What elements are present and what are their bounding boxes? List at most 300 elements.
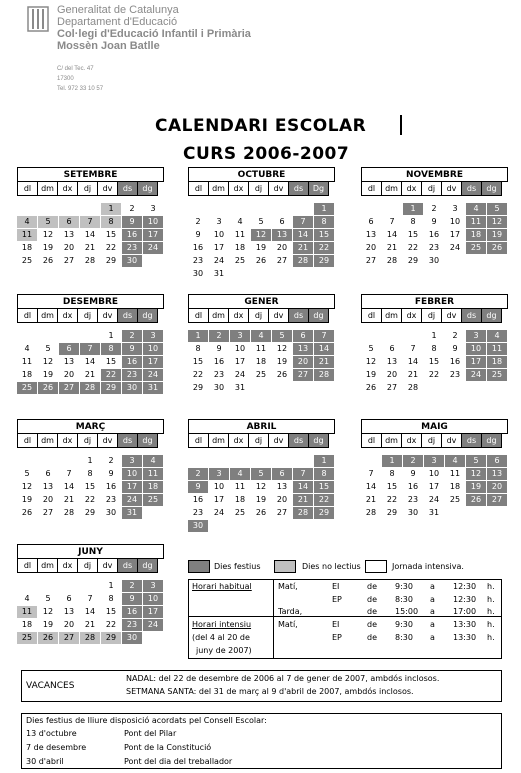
day-cell: 21 bbox=[63, 495, 75, 504]
day-cell: 14 bbox=[293, 481, 313, 493]
lliure-desc-2: Pont de la Constitució bbox=[124, 743, 212, 752]
day-cell: 12 bbox=[42, 230, 54, 239]
day-cell: 7 bbox=[293, 216, 313, 228]
day-cell: 18 bbox=[21, 370, 33, 379]
weekday-label: dx bbox=[228, 181, 249, 196]
weekday-header bbox=[17, 558, 164, 573]
weekday-label: ds bbox=[461, 181, 482, 196]
day-cell: 4 bbox=[24, 344, 30, 353]
horari-intensiu-note1: (del 4 al 20 de bbox=[192, 633, 250, 642]
day-cell: 4 bbox=[24, 594, 30, 603]
day-cell: 12 bbox=[276, 344, 288, 353]
day-cell: 30 bbox=[122, 632, 142, 644]
weekday-label: dv bbox=[97, 181, 118, 196]
day-cell: 27 bbox=[293, 369, 313, 381]
day-cell: 22 bbox=[105, 243, 117, 252]
day-cell: 21 bbox=[386, 243, 398, 252]
weekday-label: dx bbox=[228, 308, 249, 323]
header-department: Departament d'Educació bbox=[57, 16, 178, 28]
day-cell: 19 bbox=[487, 229, 507, 241]
schedule-group: EP bbox=[332, 633, 342, 642]
day-cell: 1 bbox=[314, 455, 334, 467]
weekday-header bbox=[188, 308, 335, 323]
day-cell: 30 bbox=[122, 382, 142, 394]
day-cell: 27 bbox=[365, 256, 377, 265]
day-cell: 23 bbox=[192, 508, 204, 517]
weekday-label: dg bbox=[137, 433, 158, 448]
weekday-label: dl bbox=[188, 433, 209, 448]
weekday-label: dm bbox=[381, 308, 402, 323]
day-cell: 1 bbox=[108, 581, 114, 590]
day-cell: 11 bbox=[234, 482, 246, 491]
day-cell: 13 bbox=[365, 230, 377, 239]
day-cell: 9 bbox=[410, 469, 416, 478]
day-cell: 2 bbox=[122, 580, 142, 592]
day-cell: 30 bbox=[192, 269, 204, 278]
schedule-from: 15:00 bbox=[395, 607, 419, 616]
month-10 bbox=[17, 544, 164, 642]
day-cell: 24 bbox=[143, 369, 163, 381]
weekday-label: dv bbox=[441, 181, 462, 196]
day-cell: 22 bbox=[314, 242, 334, 254]
schedule-de: de bbox=[367, 582, 377, 591]
day-cell: 31 bbox=[213, 269, 225, 278]
day-cell: 4 bbox=[466, 203, 486, 215]
calendar-title: CALENDARI ESCOLAR bbox=[155, 116, 367, 136]
header-address: C/ del Tec. 47 bbox=[57, 66, 94, 72]
day-cell: 3 bbox=[216, 217, 222, 226]
month-name: JUNY bbox=[17, 544, 164, 559]
day-cell: 24 bbox=[143, 619, 163, 631]
month-1 bbox=[17, 167, 164, 265]
day-cell: 8 bbox=[195, 344, 201, 353]
day-cell: 27 bbox=[276, 256, 288, 265]
weekday-label: dx bbox=[57, 181, 78, 196]
day-cell: 9 bbox=[195, 230, 201, 239]
day-cell: 6 bbox=[487, 455, 507, 467]
day-cell: 4 bbox=[17, 216, 37, 228]
day-cell: 11 bbox=[143, 468, 163, 480]
day-cell: 28 bbox=[80, 632, 100, 644]
day-cell: 29 bbox=[407, 256, 419, 265]
day-cell: 30 bbox=[122, 255, 142, 267]
day-cell: 15 bbox=[314, 481, 334, 493]
month-5 bbox=[188, 294, 335, 392]
day-cell: 3 bbox=[209, 468, 229, 480]
month-3 bbox=[361, 167, 508, 265]
day-cell: 3 bbox=[150, 204, 156, 213]
day-cell: 4 bbox=[143, 455, 163, 467]
lliure-date-2: 7 de desembre bbox=[26, 743, 87, 752]
lliure-title: Dies festius de lliure disposició acordats pel Consell Escolar: bbox=[26, 716, 267, 725]
day-cell: 24 bbox=[143, 242, 163, 254]
header-postcode: 17300 bbox=[57, 76, 74, 82]
day-cell: 26 bbox=[466, 494, 486, 506]
weekday-label: dv bbox=[268, 308, 289, 323]
weekday-label: dv bbox=[97, 558, 118, 573]
day-cell: 3 bbox=[424, 455, 444, 467]
weekday-label: dx bbox=[401, 181, 422, 196]
day-cell: 10 bbox=[122, 468, 142, 480]
weekday-label: dl bbox=[188, 181, 209, 196]
day-cell: 28 bbox=[293, 255, 313, 267]
day-cell: 26 bbox=[42, 256, 54, 265]
day-cell: 7 bbox=[314, 330, 334, 342]
day-cell: 9 bbox=[108, 469, 114, 478]
title-divider bbox=[400, 115, 402, 135]
day-cell: 23 bbox=[122, 242, 142, 254]
day-cell: 4 bbox=[487, 330, 507, 342]
day-cell: 9 bbox=[122, 216, 142, 228]
weekday-label: dg bbox=[308, 308, 329, 323]
weekday-label: dx bbox=[401, 433, 422, 448]
day-cell: 12 bbox=[255, 482, 267, 491]
day-cell: 13 bbox=[272, 229, 292, 241]
day-cell: 23 bbox=[122, 619, 142, 631]
day-cell: 24 bbox=[234, 370, 246, 379]
weekday-label: dl bbox=[361, 433, 382, 448]
day-cell: 2 bbox=[108, 456, 114, 465]
day-cell: 8 bbox=[87, 469, 93, 478]
day-cell: 7 bbox=[293, 468, 313, 480]
day-cell: 26 bbox=[487, 242, 507, 254]
day-cell: 21 bbox=[293, 242, 313, 254]
day-cell: 13 bbox=[487, 468, 507, 480]
schedule-from: 8:30 bbox=[395, 595, 413, 604]
generalitat-logo-icon bbox=[27, 6, 49, 32]
day-cell: 5 bbox=[38, 216, 58, 228]
day-cell: 6 bbox=[45, 469, 51, 478]
day-cell: 16 bbox=[428, 230, 440, 239]
month-name: NOVEMBRE bbox=[361, 167, 508, 182]
day-cell: 21 bbox=[293, 494, 313, 506]
day-cell: 23 bbox=[122, 369, 142, 381]
day-cell: 27 bbox=[63, 256, 75, 265]
day-cell: 28 bbox=[314, 369, 334, 381]
weekday-header bbox=[17, 308, 164, 323]
day-cell: 24 bbox=[213, 508, 225, 517]
day-cell: 6 bbox=[293, 330, 313, 342]
day-cell: 10 bbox=[143, 593, 163, 605]
day-cell: 2 bbox=[122, 330, 142, 342]
day-cell: 18 bbox=[255, 357, 267, 366]
day-cell: 26 bbox=[276, 370, 288, 379]
day-cell: 27 bbox=[487, 494, 507, 506]
day-cell: 29 bbox=[314, 255, 334, 267]
weekday-label: dg bbox=[137, 558, 158, 573]
schedule-to: 12:30 bbox=[453, 582, 477, 591]
header-phone: Tel. 972 33 10 57 bbox=[57, 86, 104, 92]
day-cell: 8 bbox=[314, 468, 334, 480]
weekday-label: dl bbox=[17, 181, 38, 196]
day-cell: 29 bbox=[101, 382, 121, 394]
day-cell: 14 bbox=[63, 482, 75, 491]
weekday-label: dj bbox=[77, 181, 98, 196]
day-cell: 5 bbox=[45, 594, 51, 603]
weekday-label: dl bbox=[17, 308, 38, 323]
lliure-date-3: 30 d'abril bbox=[26, 757, 64, 766]
day-cell: 1 bbox=[431, 331, 437, 340]
day-cell: 2 bbox=[195, 217, 201, 226]
day-cell: 8 bbox=[108, 594, 114, 603]
day-cell: 2 bbox=[431, 204, 437, 213]
day-cell: 15 bbox=[428, 357, 440, 366]
day-cell: 8 bbox=[101, 216, 121, 228]
schedule-from: 9:30 bbox=[395, 582, 413, 591]
day-cell: 21 bbox=[84, 243, 96, 252]
schedule-a: a bbox=[430, 582, 435, 591]
day-cell: 4 bbox=[230, 468, 250, 480]
day-cell: 9 bbox=[122, 593, 142, 605]
day-cell: 14 bbox=[386, 230, 398, 239]
lliure-date-1: 13 d'octubre bbox=[26, 729, 77, 738]
weekday-header bbox=[17, 433, 164, 448]
schedule-divider bbox=[273, 579, 274, 659]
day-cell: 1 bbox=[382, 455, 402, 467]
month-name: OCTUBRE bbox=[188, 167, 335, 182]
day-cell: 5 bbox=[487, 203, 507, 215]
day-cell: 7 bbox=[410, 344, 416, 353]
month-name: MAIG bbox=[361, 419, 508, 434]
schedule-group: EI bbox=[332, 620, 340, 629]
day-cell: 28 bbox=[365, 508, 377, 517]
vacances-setmana-santa: SETMANA SANTA: del 31 de març al 9 d'abril de 2007, ambdós inclosos. bbox=[126, 687, 414, 696]
day-cell: 17 bbox=[143, 606, 163, 618]
day-cell: 27 bbox=[59, 382, 79, 394]
weekday-label: dx bbox=[57, 558, 78, 573]
weekday-label: dv bbox=[441, 308, 462, 323]
day-cell: 22 bbox=[105, 620, 117, 629]
day-cell: 15 bbox=[314, 229, 334, 241]
day-cell: 18 bbox=[21, 243, 33, 252]
day-cell: 28 bbox=[293, 507, 313, 519]
schedule-a: a bbox=[430, 607, 435, 616]
day-cell: 18 bbox=[487, 356, 507, 368]
day-cell: 22 bbox=[101, 369, 121, 381]
day-cell: 15 bbox=[407, 230, 419, 239]
day-cell: 2 bbox=[403, 455, 423, 467]
day-cell: 17 bbox=[122, 481, 142, 493]
day-cell: 7 bbox=[66, 469, 72, 478]
day-cell: 6 bbox=[279, 217, 285, 226]
day-cell: 18 bbox=[449, 482, 461, 491]
schedule-to: 13:30 bbox=[453, 633, 477, 642]
day-cell: 14 bbox=[84, 357, 96, 366]
day-cell: 12 bbox=[21, 482, 33, 491]
weekday-header bbox=[361, 433, 508, 448]
day-cell: 23 bbox=[192, 256, 204, 265]
day-cell: 16 bbox=[192, 243, 204, 252]
day-cell: 22 bbox=[428, 370, 440, 379]
month-name: FEBRER bbox=[361, 294, 508, 309]
day-cell: 29 bbox=[101, 632, 121, 644]
day-cell: 17 bbox=[449, 230, 461, 239]
weekday-label: dl bbox=[17, 433, 38, 448]
day-cell: 11 bbox=[21, 357, 33, 366]
day-cell: 10 bbox=[213, 230, 225, 239]
day-cell: 11 bbox=[234, 230, 246, 239]
day-cell: 10 bbox=[143, 343, 163, 355]
weekday-header bbox=[361, 181, 508, 196]
day-cell: 31 bbox=[122, 507, 142, 519]
day-cell: 14 bbox=[84, 230, 96, 239]
day-cell: 9 bbox=[431, 217, 437, 226]
day-cell: 15 bbox=[192, 357, 204, 366]
schedule-h: h. bbox=[487, 582, 495, 591]
day-cell: 1 bbox=[403, 203, 423, 215]
day-cell: 10 bbox=[234, 344, 246, 353]
weekday-label: dm bbox=[381, 433, 402, 448]
day-cell: 7 bbox=[389, 217, 395, 226]
legend-nolectius-swatch bbox=[274, 560, 296, 573]
day-cell: 20 bbox=[276, 243, 288, 252]
day-cell: 19 bbox=[365, 370, 377, 379]
day-cell: 5 bbox=[251, 468, 271, 480]
weekday-label: dj bbox=[248, 181, 269, 196]
day-cell: 12 bbox=[466, 468, 486, 480]
day-cell: 12 bbox=[42, 607, 54, 616]
schedule-to: 17:00 bbox=[453, 607, 477, 616]
day-cell: 22 bbox=[386, 495, 398, 504]
month-name: ABRIL bbox=[188, 419, 335, 434]
day-cell: 17 bbox=[428, 482, 440, 491]
weekday-label: dj bbox=[421, 181, 442, 196]
day-cell: 26 bbox=[255, 508, 267, 517]
legend-intensiva-swatch bbox=[365, 560, 387, 573]
weekday-label: dm bbox=[37, 308, 58, 323]
day-cell: 22 bbox=[314, 494, 334, 506]
month-7 bbox=[17, 419, 164, 517]
weekday-label: dv bbox=[441, 433, 462, 448]
day-cell: 10 bbox=[143, 216, 163, 228]
day-cell: 8 bbox=[314, 216, 334, 228]
day-cell: 2 bbox=[129, 204, 135, 213]
legend-intensiva-label: Jornada intensiva. bbox=[392, 562, 464, 571]
lliure-desc-1: Pont del Pilar bbox=[124, 729, 177, 738]
day-cell: 31 bbox=[428, 508, 440, 517]
day-cell: 31 bbox=[234, 383, 246, 392]
day-cell: 22 bbox=[192, 370, 204, 379]
day-cell: 11 bbox=[466, 216, 486, 228]
weekday-label: dx bbox=[57, 433, 78, 448]
day-cell: 11 bbox=[17, 606, 37, 618]
horari-intensiu-note2: juny de 2007) bbox=[196, 646, 252, 655]
day-cell: 25 bbox=[234, 256, 246, 265]
day-cell: 16 bbox=[122, 356, 142, 368]
day-cell: 25 bbox=[487, 369, 507, 381]
day-cell: 25 bbox=[21, 256, 33, 265]
day-cell: 10 bbox=[449, 217, 461, 226]
day-cell: 1 bbox=[108, 331, 114, 340]
day-cell: 4 bbox=[237, 217, 243, 226]
day-cell: 2 bbox=[209, 330, 229, 342]
day-cell: 27 bbox=[276, 508, 288, 517]
day-cell: 28 bbox=[63, 508, 75, 517]
day-cell: 28 bbox=[84, 256, 96, 265]
day-cell: 16 bbox=[192, 495, 204, 504]
day-cell: 5 bbox=[466, 455, 486, 467]
day-cell: 14 bbox=[365, 482, 377, 491]
day-cell: 25 bbox=[17, 632, 37, 644]
weekday-label: dm bbox=[381, 181, 402, 196]
weekday-label: ds bbox=[288, 181, 309, 196]
day-cell: 2 bbox=[188, 468, 208, 480]
day-cell: 19 bbox=[42, 620, 54, 629]
day-cell: 3 bbox=[466, 330, 486, 342]
month-8 bbox=[188, 419, 335, 530]
day-cell: 29 bbox=[314, 507, 334, 519]
weekday-label: ds bbox=[117, 433, 138, 448]
schedule-group: EI bbox=[332, 582, 340, 591]
weekday-label: dj bbox=[421, 308, 442, 323]
day-cell: 20 bbox=[293, 356, 313, 368]
day-cell: 3 bbox=[230, 330, 250, 342]
day-cell: 13 bbox=[63, 357, 75, 366]
day-cell: 9 bbox=[122, 343, 142, 355]
day-cell: 6 bbox=[272, 468, 292, 480]
day-cell: 27 bbox=[59, 632, 79, 644]
day-cell: 7 bbox=[80, 216, 100, 228]
schedule-a: a bbox=[430, 620, 435, 629]
day-cell: 13 bbox=[42, 482, 54, 491]
schedule-from: 8:30 bbox=[395, 633, 413, 642]
day-cell: 25 bbox=[234, 508, 246, 517]
schedule-a: a bbox=[430, 633, 435, 642]
day-cell: 23 bbox=[105, 495, 117, 504]
month-name: GENER bbox=[188, 294, 335, 309]
day-cell: 5 bbox=[45, 344, 51, 353]
weekday-label: dg bbox=[308, 433, 329, 448]
weekday-label: dm bbox=[37, 181, 58, 196]
day-cell: 29 bbox=[192, 383, 204, 392]
legend-festius-swatch bbox=[188, 560, 210, 573]
day-cell: 16 bbox=[407, 482, 419, 491]
day-cell: 14 bbox=[293, 229, 313, 241]
day-cell: 11 bbox=[487, 343, 507, 355]
day-cell: 1 bbox=[87, 456, 93, 465]
day-cell: 24 bbox=[428, 495, 440, 504]
day-cell: 13 bbox=[276, 482, 288, 491]
vacances-label: VACANCES bbox=[26, 681, 75, 691]
weekday-label: dm bbox=[37, 433, 58, 448]
weekday-label: dv bbox=[268, 433, 289, 448]
day-cell: 21 bbox=[84, 620, 96, 629]
day-cell: 6 bbox=[59, 216, 79, 228]
schedule-a: a bbox=[430, 595, 435, 604]
day-cell: 29 bbox=[84, 508, 96, 517]
day-cell: 30 bbox=[407, 508, 419, 517]
day-cell: 18 bbox=[234, 243, 246, 252]
day-cell: 5 bbox=[24, 469, 30, 478]
day-cell: 26 bbox=[21, 508, 33, 517]
weekday-label: ds bbox=[117, 308, 138, 323]
day-cell: 10 bbox=[466, 343, 486, 355]
day-cell: 20 bbox=[63, 243, 75, 252]
day-cell: 30 bbox=[188, 520, 208, 532]
day-cell: 13 bbox=[386, 357, 398, 366]
day-cell: 25 bbox=[255, 370, 267, 379]
weekday-label: dj bbox=[248, 433, 269, 448]
day-cell: 7 bbox=[87, 594, 93, 603]
weekday-label: dv bbox=[268, 181, 289, 196]
month-name: DESEMBRE bbox=[17, 294, 164, 309]
day-cell: 14 bbox=[84, 607, 96, 616]
day-cell: 18 bbox=[21, 620, 33, 629]
day-cell: 22 bbox=[84, 495, 96, 504]
day-cell: 15 bbox=[105, 357, 117, 366]
day-cell: 24 bbox=[213, 256, 225, 265]
day-cell: 19 bbox=[255, 495, 267, 504]
